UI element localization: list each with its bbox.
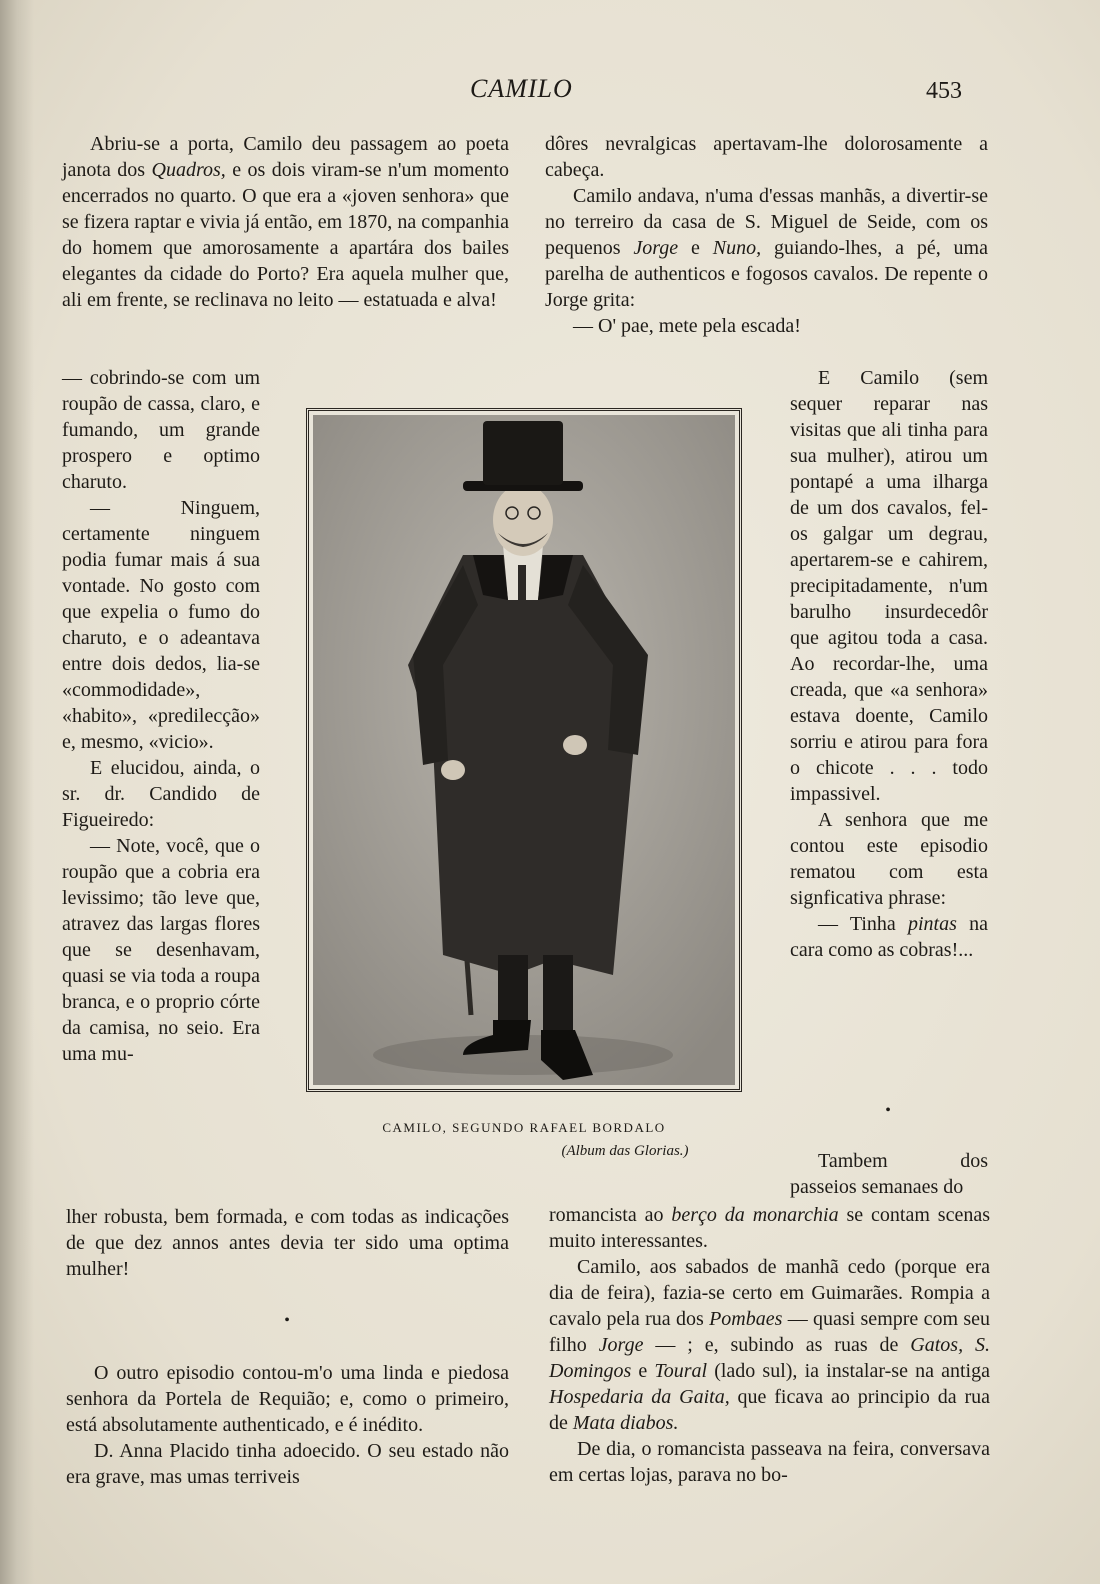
- paragraph: E Camilo (sem sequer reparar nas visitas que ali tinha para sua mulher), atirou um pontapé a uma ilharga de um dos cavalos, fel-os galgar um degrau, apertarem-se e cahirem, precipitadamente, n'um barulho insurdecedôr que agitou toda a casa. Ao recordar-lhe, uma creada, que «a senhora» estava doente, Camilo sorriu e atirou para fora o chicote . . . todo impassivel.: [790, 367, 988, 805]
- paragraph: Camilo andava, n'uma d'essas manhãs, a divertir-se no terreiro da casa de S. Miguel de Seide, com os pequenos Jorge e Nuno, guiando-lhes, a pé, uma parelha de authenticos e fogosos cavalos. De repente o Jorge grita:: [545, 185, 988, 311]
- paragraph: — O' pae, mete pela escada!: [573, 315, 801, 337]
- page-gutter-shadow: [0, 0, 34, 1584]
- paragraph: Camilo, aos sabados de manhã cedo (porque era dia de feira), fazia-se certo em Guimarães. Rompia a cavalo pela rua dos Pombaes — quasi sempre com seu filho Jorge — ; e, subindo as ruas de Gatos, S. Domingos e Toural (lado sul), ia instalar-se na antiga Hospedaria da Gaita, que ficava ao principio da rua de Mata diabos.: [549, 1256, 990, 1434]
- portrait-figure: [306, 408, 742, 1092]
- right-hand: [563, 735, 587, 755]
- quote-paragraph: — Tinha pintas na cara como as cobras!...: [790, 913, 988, 961]
- section-separator-right: •: [885, 1102, 891, 1119]
- paragraph: E elucidou, ainda, o sr. dr. Candido de Figueiredo:: [62, 757, 260, 831]
- left-hand: [441, 760, 465, 780]
- left-narrow-column: [62, 365, 260, 1067]
- left-top-paragraph: Abriu-se a porta, Camilo deu passagem ao poeta janota dos Quadros, e os dois viram-se n'um momento encerrados no quarto. O que era a «joven senhora» que se fizera raptar e vivia já então, em 1870, na companhia do homem que amorosamente a apartára dos bailes elegantes da cidade do Porto? Era aquela mulher que, ali em frente, se reclinava no leito — estatuada e alva!: [62, 133, 509, 311]
- paragraph: — Ninguem, certamente ninguem podia fumar mais á sua vontade. No gosto com que expelia o fumo do charuto, e o adeantava entre dois dedos, lia-se «commodidade», «habito», «predilecção» e, mesmo, «vicio».: [62, 497, 260, 753]
- hat-crown: [483, 421, 563, 485]
- section-separator-left: •: [284, 1312, 290, 1329]
- right-bottom-paragraphs: [549, 1202, 990, 1488]
- figure-caption: CAMILO, SEGUNDO RAFAEL BORDALO: [382, 1120, 666, 1135]
- running-head-title: CAMILO: [470, 74, 573, 103]
- left-continuation-paragraph: lher robusta, bem formada, e com todas as indicações de que dez annos antes devia ter sido uma optima mulher!: [66, 1206, 509, 1280]
- paragraph: De dia, o romancista passeava na feira, conversava em certas lojas, parava no bo-: [549, 1438, 990, 1486]
- left-episode-paragraphs: [66, 1360, 509, 1490]
- left-leg: [498, 955, 528, 1025]
- figure-caption-source: (Album das Glorias.): [561, 1143, 689, 1159]
- page-number: 453: [926, 78, 962, 104]
- paragraph: D. Anna Placido tinha adoecido. O seu estado não era grave, mas umas terriveis: [66, 1440, 509, 1488]
- caricature-illustration: [313, 415, 735, 1085]
- right-tambem-paragraph: Tambem dos passeios semanaes do: [790, 1150, 988, 1198]
- right-leg: [543, 955, 573, 1035]
- right-narrow-column: [790, 365, 988, 963]
- tie: [518, 565, 526, 600]
- paragraph: A senhora que me contou este episodio rematou com esta signficativa phrase:: [790, 809, 988, 909]
- paragraph: — cobrindo-se com um roupão de cassa, claro, e fumando, um grande prospero e optimo charuto.: [62, 367, 260, 493]
- paragraph: dôres nevralgicas apertavam-lhe dolorosamente a cabeça.: [545, 133, 988, 181]
- paragraph: romancista ao berço da monarchia se contam scenas muito interessantes.: [549, 1204, 990, 1252]
- right-top-paragraphs: [545, 131, 988, 339]
- paragraph: — Note, você, que o roupão que a cobria era levissimo; tão leve que, atravez das largas flores que se desenhavam, quasi se via toda a roupa branca, e o proprio córte da camisa, no seio. Era uma mu-: [62, 835, 260, 1065]
- paragraph: O outro episodio contou-m'o uma linda e piedosa senhora da Portela de Requião; e, como o primeiro, está absolutamente authenticado, e é inédito.: [66, 1362, 509, 1436]
